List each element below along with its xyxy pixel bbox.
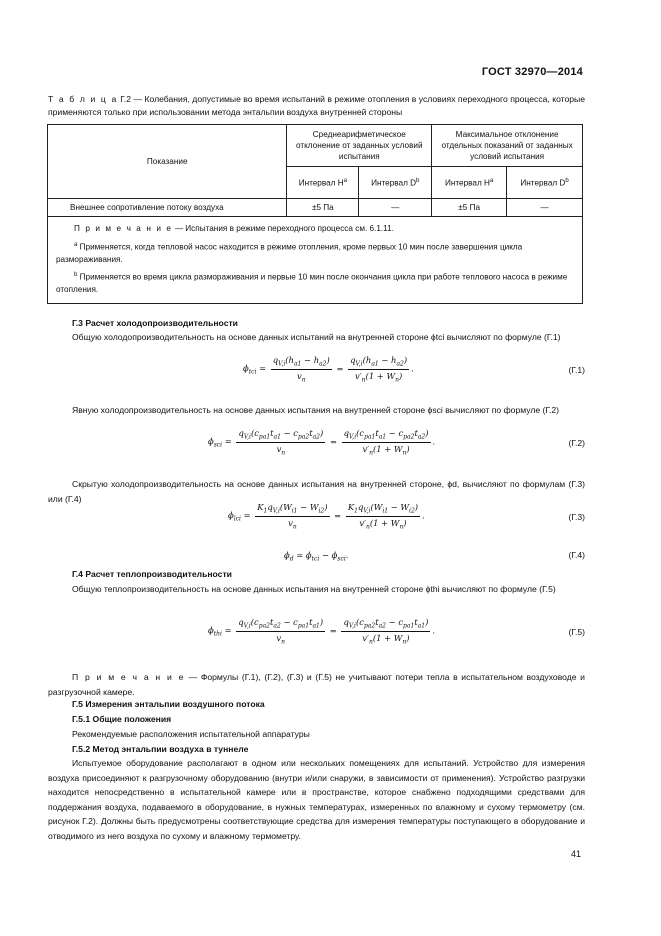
header-interval-d-mean: Интервал $D^b$ (359, 167, 432, 199)
formula-g1-number: (Г.1) (568, 365, 585, 375)
row-value: — (359, 199, 432, 217)
header-max-deviation: Максимальное отклонение отдельных показаний от заданных условий испытания (432, 125, 583, 167)
formula-g1-expression: $\phi_{tci}$ = $\frac{q_{V,i}(h_{a1} - h_{a2})}{v_n}$ = $\frac{q_{V,i}(h_{a1} - h_{a2})}{v'_n(1 + W_n)}$ . (243, 355, 414, 384)
table-notes (48, 217, 583, 304)
table-caption-label: Т а б л и ц а (48, 94, 118, 104)
section-g3-paragraph-2: Явную холодопроизводительность на основе данных испытания на внутренней стороне ϕsci вычисляют по формуле (Г.2) (72, 405, 560, 415)
header-indicator: Показание (48, 125, 287, 199)
formula-g4 (48, 548, 585, 568)
section-g52-heading: Г.5.2 Метод энтальпии воздуха в туннеле (72, 744, 249, 754)
footnote-a: $^a$ Применяется, когда тепловой насос находится в режиме отопления, кроме первых 10 мин после завершения цикла размораживания. (56, 241, 523, 264)
row-value: ±5 Па (432, 199, 507, 217)
section-g51-text: Рекомендуемые расположения испытательной аппаратуры (72, 729, 310, 739)
row-label: Внешнее сопротивление потоку воздуха (48, 199, 287, 217)
section-g3-heading: Г.3 Расчет холодопроизводительности (72, 318, 238, 328)
formula-g5-number: (Г.5) (568, 627, 585, 637)
formula-g4-expression: $\phi_d = \phi_{tci} - \phi_{sci}$. (284, 550, 349, 563)
header-interval-h-max: Интервал $H^a$ (432, 167, 507, 199)
formula-g2-expression: $\phi_{sci}$ = $\frac{q_{V,i}(c_{pa1}t_{a1} - c_{pa2}t_{a2})}{v_n}$ = $\frac{q_{V,i}(c_{pa1}t_{a1} - c_{pa2}t_{a2})}{v'_n(1 + W_n)}$ . (208, 428, 436, 457)
section-g3-paragraph-1: Общую холодопроизводительность на основе данных испытаний на внутренней стороне ϕtci вычисляют по формуле (Г.1) (72, 332, 561, 342)
row-value: — (507, 199, 583, 217)
section-g3-paragraph-3: Скрытую холодопроизводительность на основе данных испытания на внутренней стороне, ϕd, вычисляют по формулам (Г.3) или (Г.4) (48, 479, 585, 504)
section-g5-heading: Г.5 Измерения энтальпии воздушного потока (72, 699, 265, 709)
formula-g5 (48, 617, 585, 657)
formula-g1 (48, 355, 585, 395)
formula-g4-number: (Г.4) (568, 550, 585, 560)
page-number: 41 (570, 849, 581, 859)
tolerance-table (47, 124, 583, 304)
section-g4-heading: Г.4 Расчет теплопроизводительности (72, 569, 232, 579)
row-value: ±5 Па (287, 199, 359, 217)
footnote-b: $^b$ Применяется во время цикла размораживания и первые 10 мин после окончания цикла при работе теплового насоса в режиме отопления. (56, 272, 568, 295)
header-mean-deviation: Среднеарифметическое отклонение от заданных условий испытания (287, 125, 432, 167)
formula-g2 (48, 428, 585, 468)
table-note: П р и м е ч а н и е — Испытания в режиме переходного процесса см. 6.1.11. (74, 224, 394, 233)
section-g4-paragraph-1: Общую теплопроизводительность на основе данных испытания на внутренней стороне ϕthi вычисляют по формуле (Г.5) (72, 584, 556, 594)
formula-g3 (48, 502, 585, 542)
table-caption (48, 93, 585, 119)
table-caption-text: Г.2 — Колебания, допустимые во время испытаний в режиме отопления в условиях переходного процесса, которые применяются только при использовании метода энтальпии воздуха внутренней стороны (48, 94, 586, 117)
document-id: ГОСТ 32970—2014 (481, 66, 583, 78)
formula-g5-expression: $\phi_{thi}$ = $\frac{q_{V,i}(c_{pa2}t_{a2} - c_{pa1}t_{a1})}{v_n}$ = $\frac{q_{V,i}(c_{pa2}t_{a2} - c_{pa1}t_{a1})}{v'_n(1 + W_n)}$ . (208, 617, 436, 646)
header-interval-h-mean: Интервал $H^a$ (287, 167, 359, 199)
formula-g3-number: (Г.3) (568, 512, 585, 522)
section-g4-note: П р и м е ч а н и е — Формулы (Г.1), (Г.2), (Г.3) и (Г.5) не учитывают потери тепла в испытательном воздуховоде и разгрузочной камере. (48, 672, 585, 697)
section-g52-text: Испытуемое оборудование располагают в одном или нескольких помещениях для испытаний. Устройство для измерения воздуха присоединяют к разгрузочному оборудованию (внутри и/или снаружи, в зависимости от применения). Устройство разгрузки находится непосредственно в испытательной камере или в пространстве, которое снабжено подходящими средствами для поддержания воздуха, подаваемого в оборудование, в нужных температурах, измеренных по влажному и сухому термометру (см. рисунок Г.2). Должны быть предусмотрены соответствующие средства для измерения температуры поступающего в оборудование и отводимого из него воздуха по сухому и влажному термометру. (48, 758, 585, 841)
header-interval-d-max: Интервал $D^b$ (507, 167, 583, 199)
section-g51-heading: Г.5.1 Общие положения (72, 714, 172, 724)
formula-g3-expression: $\phi_{lci}$ = $\frac{K_1q_{V,i}(W_{i1} - W_{i2})}{v_n}$ = $\frac{K_1q_{V,i}(W_{i1} - W_{i2})}{v'_n(1 + W_n)}$ . (228, 502, 425, 531)
formula-g2-number: (Г.2) (568, 438, 585, 448)
